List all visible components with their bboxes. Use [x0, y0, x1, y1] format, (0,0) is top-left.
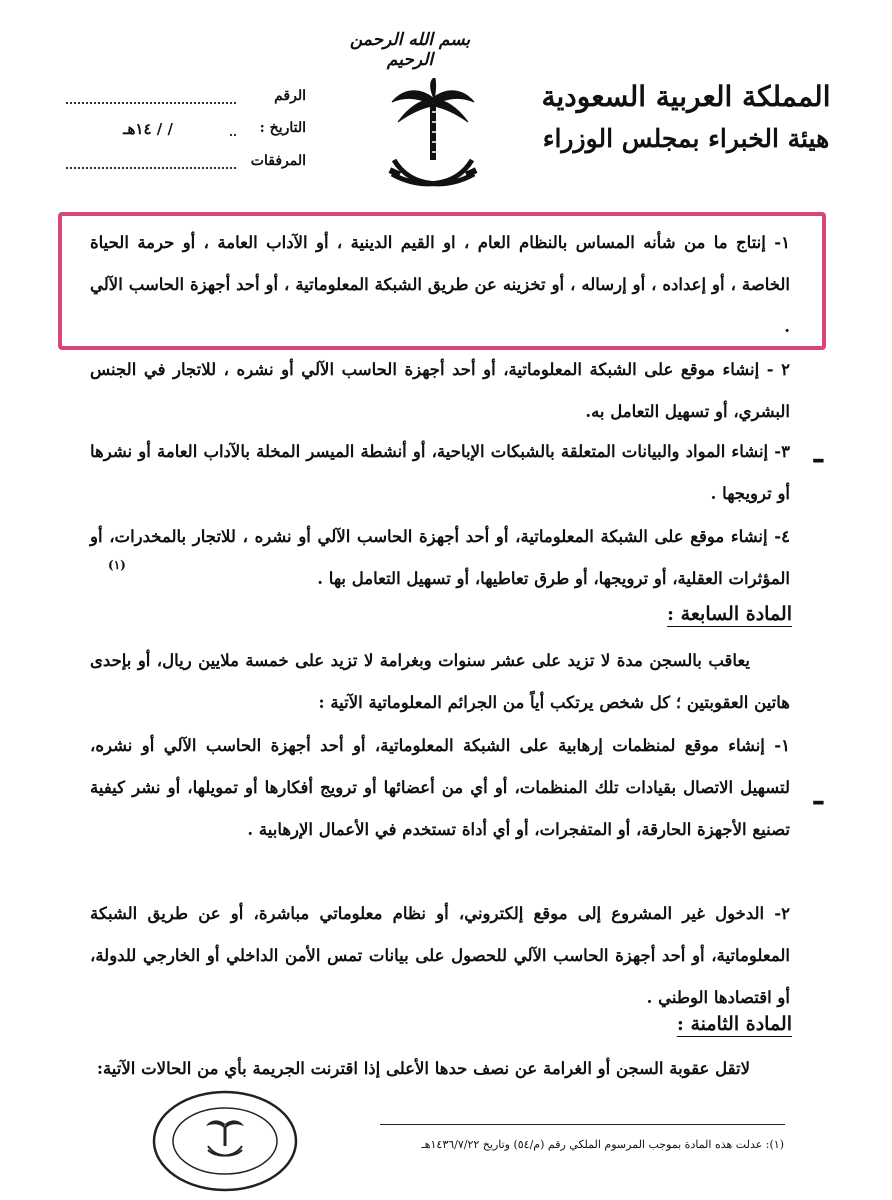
article-7-intro: يعاقب بالسجن مدة لا تزيد على عشر سنوات وبغرامة لا تزيد على خمسة ملايين ريال، أو بإحدى هاتين العقوبتين ؛ كل شخص يرتكب أياً من الجرائم المعلوماتية الآتية :: [90, 651, 790, 712]
date-label: التاريخ :: [259, 120, 306, 136]
org-name-kingdom: المملكة العربية السعودية: [541, 80, 831, 113]
item-2-paragraph: ٢ - إنشاء موقع على الشبكة المعلوماتية، أو أحد أجهزة الحاسب الآلي أو نشره ، للاتجار في الجنس البشري، أو تسهيل التعامل به.: [90, 360, 790, 421]
item-3-paragraph: ٣- إنشاء المواد والبيانات المتعلقة بالشبكات الإباحية، أو أنشطة الميسر المخلة بالآداب العامة أو نشرها أو ترويجها .: [90, 442, 790, 503]
article-7-item-2: ٢- الدخول غير المشروع إلى موقع إلكتروني، أو نظام معلوماتي مباشرة، أو عن طريق الشبكة المعلوماتية، أو أحد أجهزة الحاسب الآلي للحصول على بيانات تمس الأمن الداخلي أو الخارجي للدولة، أو اقتصادها الوطني .: [90, 904, 790, 1007]
article-7-item-1: ١- إنشاء موقع لمنظمات إرهابية على الشبكة المعلوماتية، أو أحد أجهزة الحاسب الآلي أو نشره، لتسهيل الاتصال بقيادات تلك المنظمات، أو أي من أعضائها أو ترويج أفكارها أو تمويلها، أو نشر كيفية تصنيع الأجهزة الحارقة، أو المتفجرات، أو أي أداة تستخدم في الأعمال الإرهابية .: [90, 736, 790, 839]
bismillah: بسم الله الرحمن الرحيم: [349, 30, 471, 70]
footnote-text: (١): عدلت هذه المادة بموجب المرسوم الملكي رقم (م/٥٤) وتاريخ ١٤٣٦/٧/٢٢هـ: [421, 1138, 784, 1151]
margin-bracket-mark: ـ: [814, 435, 823, 470]
margin-bracket-mark-2: ـ: [814, 777, 823, 812]
attachments-label: المرفقات: [250, 153, 306, 169]
article-8-heading: المادة الثامنة :: [676, 1013, 792, 1035]
reference-number-field: [66, 88, 306, 112]
article-8-intro: لاتقل عقوبة السجن أو الغرامة عن نصف حدها الأعلى إذا اقترنت الجريمة بأي من الحالات الآتية:: [96, 1059, 750, 1078]
attachments-dotted-line: [66, 167, 236, 169]
item-4-paragraph: ٤- إنشاء موقع على الشبكة المعلوماتية، أو أحد أجهزة الحاسب الآلي أو نشره ، للاتجار بالمخدرات، أو المؤثرات العقلية، أو ترويجها، أو طرق تعاطيها، أو تسهيل التعامل بها .: [90, 527, 790, 588]
date-field: [66, 120, 306, 144]
date-value: / / ١٤هـ: [66, 120, 230, 138]
item-1-paragraph: ١- إنتاج ما من شأنه المساس بالنظام العام ، او القيم الدينية ، أو الآداب العامة ، أو حرمة الحياة الخاصة ، أو إعداده ، أو إرساله ، أو تخزينه عن طريق الشبكة المعلوماتية ، أو أحد أجهزة الحاسب الآلي .: [90, 233, 790, 336]
footnote-separator: [380, 1124, 785, 1125]
attachments-field: [66, 153, 306, 177]
reference-dotted-line: [66, 102, 236, 104]
official-seal-stamp: [150, 1088, 300, 1194]
footnote-marker: (١): [108, 558, 126, 572]
highlight-box: [58, 212, 826, 350]
org-name-experts-commission: هيئة الخبراء بمجلس الوزراء: [542, 124, 830, 153]
reference-label: الرقم: [274, 88, 306, 104]
article-7-heading: المادة السابعة :: [667, 603, 792, 625]
palm-swords-emblem-icon: [388, 78, 478, 200]
